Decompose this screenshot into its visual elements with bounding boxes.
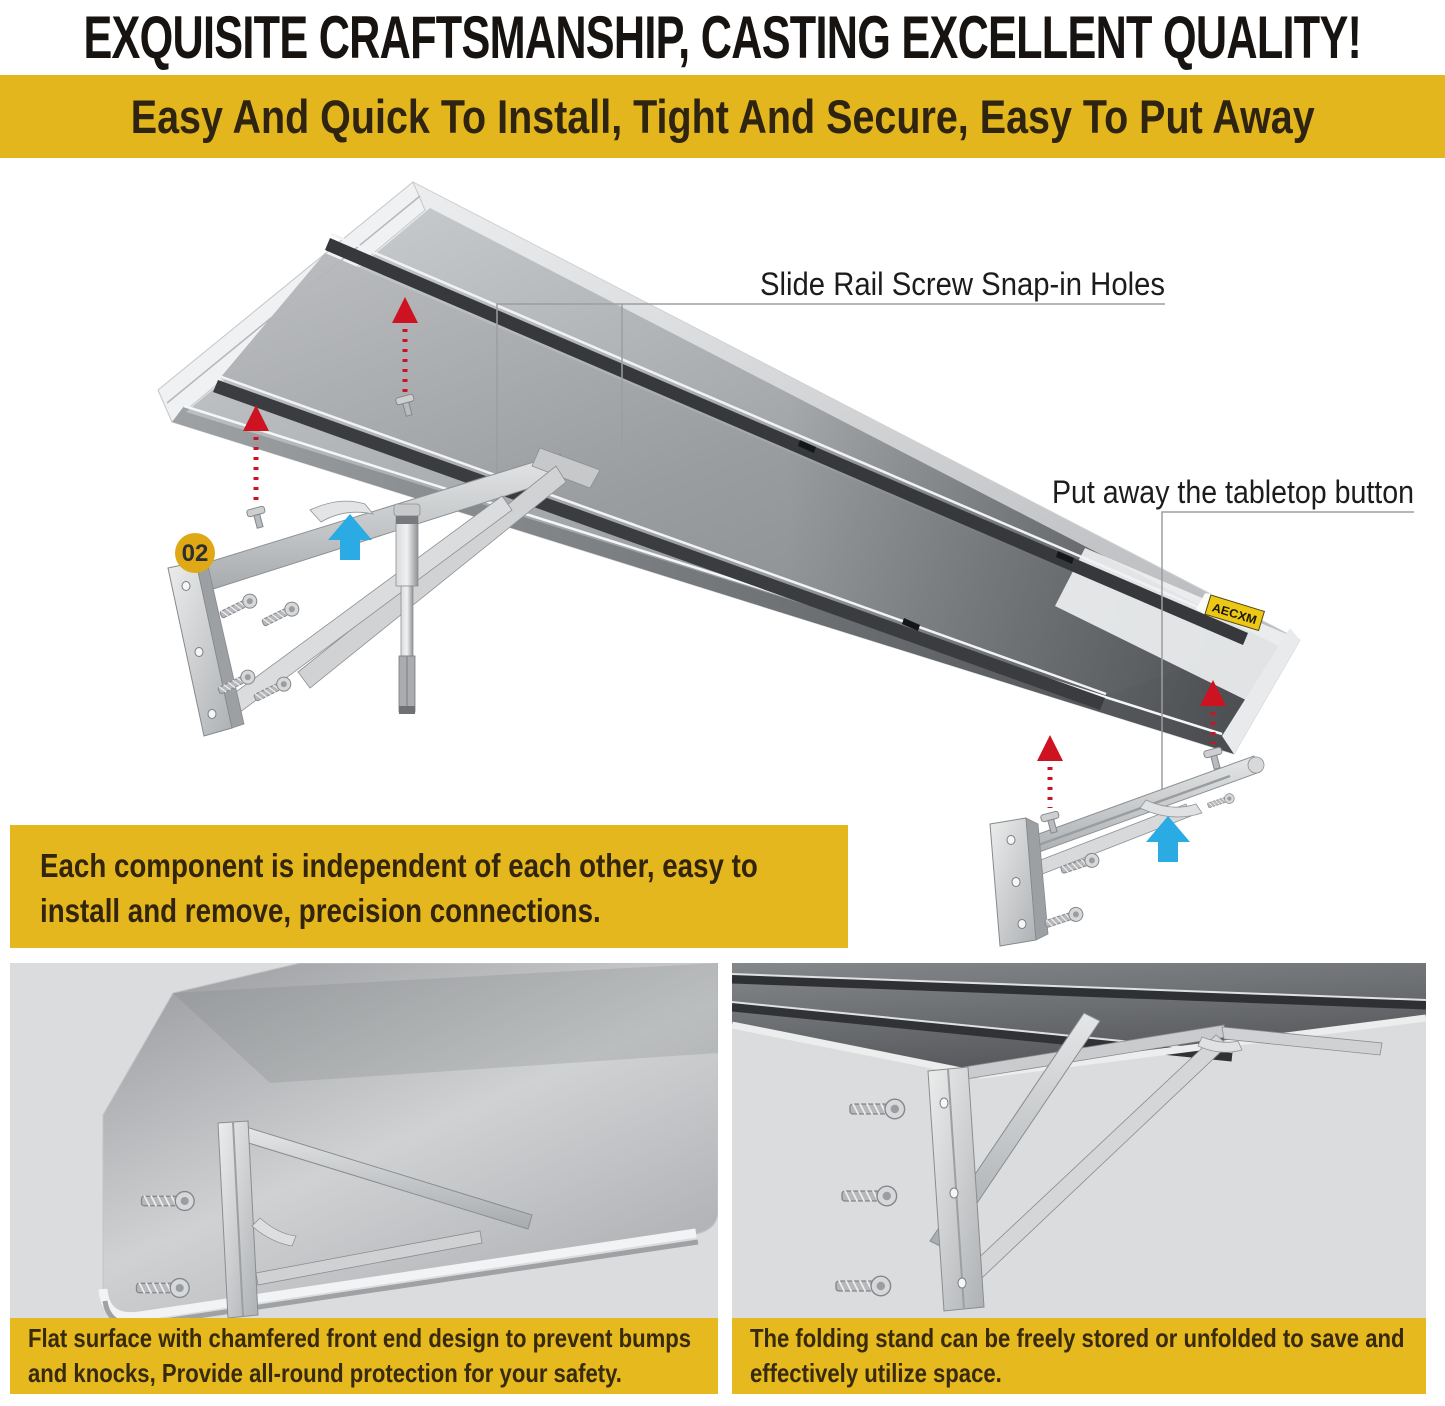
left-folding-bracket [168,448,600,736]
step-badge-number: 02 [181,540,209,567]
component-info-box [10,825,848,948]
callout-label-put-away: Put away the tabletop button [1052,474,1414,510]
photo-tabletop-front [10,963,718,1318]
component-info-text: Each component is independent of each other, easy to install and remove, precision connections. [40,847,758,929]
subtitle-text: Easy And Quick To Install, Tight And Secure, Easy To Put Away [130,90,1315,143]
red-arrow-up [1037,735,1063,835]
caption-folding-stand [732,1318,1426,1394]
brand-label-text: AECXM [1210,600,1256,627]
caption-flat-surface [10,1318,718,1394]
subtitle-banner [0,75,1445,158]
headline-row [0,0,1445,74]
page-title: EXQUISITE CRAFTSMANSHIP, CASTING EXCELLENT QUALITY! [83,3,1362,71]
photo-folding-stand-underside [732,963,1426,1318]
caption-flat-surface-text: Flat surface with chamfered front end design to prevent bumps and knocks, Provide all-round protection for your safety. [28,1323,692,1388]
red-arrow-up [243,405,269,530]
right-folded-bracket [990,756,1264,946]
step-badge [175,533,215,573]
snap-bolt [246,506,269,530]
callout-label-slide-rail: Slide Rail Screw Snap-in Holes [760,266,1165,302]
caption-folding-stand-text: The folding stand can be freely stored or unfolded to save and effectively utilize space. [750,1323,1405,1388]
